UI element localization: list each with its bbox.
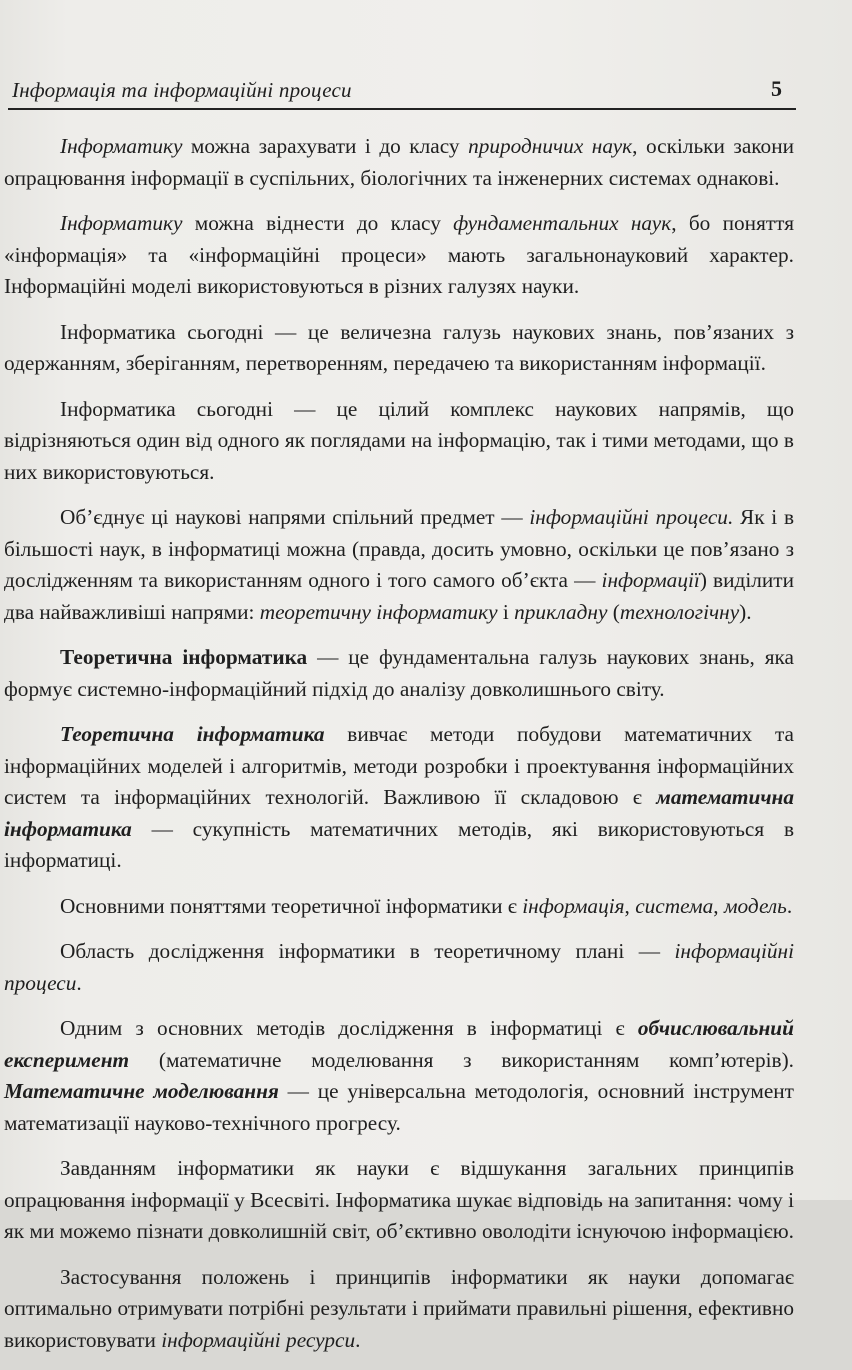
paragraph [4,394,794,489]
emphasized-term: Інформатику [60,134,183,158]
text-run: , [624,893,636,918]
emphasized-term: інформації [601,568,700,592]
text-run: Об’єднує ці наукові напрями спільний предмет — [60,505,530,529]
paragraph [4,502,794,628]
paragraph [4,1262,794,1357]
text-run: ). [739,599,752,624]
emphasized-term: інформаційні процеси [4,939,794,995]
emphasized-term: Теоретична інформатика [60,722,325,746]
emphasized-term: Теоретична інформатика [60,645,308,669]
paragraph [4,1153,794,1248]
emphasized-term: Математичне моделювання [4,1079,279,1103]
text-run: . [786,893,793,918]
paragraph [4,317,794,380]
text-run: можна віднести до класу [182,211,454,235]
text-run: ) виділити два найважливіші напрями: [4,568,794,624]
page-number: 5 [771,76,782,101]
paragraph [4,208,794,303]
text-run: , [713,893,724,918]
paragraph [4,891,794,923]
emphasized-term: прикладну [514,599,608,624]
emphasized-term: технологічну [619,599,740,624]
text-run: Завданням інформатики як науки є відшукання загальних принципів опрацювання інформації у Всесвіті. Інформатика шукає відповідь на запитання: чому і як ми можемо пізнати довколишній світ, об’єктивно оволодіти існуючою інформацією. [4,1156,795,1243]
paragraph [4,719,794,877]
emphasized-term: інформаційні процеси. [529,505,734,529]
paragraph [4,131,794,194]
text-run: вивчає методи побудови математичних та інформаційних моделей і алгоритмів, методи розробки і проектування інформаційних систем та інформаційних технологій. Важливою її складовою є [4,722,795,809]
emphasized-term: система [635,893,714,918]
text-run: можна зарахувати і до класу [182,134,469,158]
text-run: Область дослідження інформатики в теоретичному плані — [60,939,675,963]
text-run: Основними поняттями теоретичної інформатики є [60,893,523,918]
emphasized-term: інформаційні ресурси [161,1327,356,1352]
text-run: Як і в більшості наук, в інформатиці можна (правда, досить умовно, оскільки це пов’язано з дослідженням та використанням одного і того самого об’єкта — [4,505,794,592]
paragraph [4,642,794,705]
text-run: . [355,1327,361,1352]
running-header [8,74,796,110]
emphasized-term: природничих наук [468,134,633,158]
text-run: — це фундаментальна галузь наукових знань, яка формує системно-інформаційний підхід до аналізу довколишнього світу. [4,645,794,701]
text-run: (математичне моделювання з використанням комп’ютерів). [129,1047,794,1072]
text-run: , оскільки закони опрацювання інформації в суспільних, біологічних та інженерних системах однакові. [4,134,794,190]
paragraph [4,1013,794,1139]
emphasized-term: математична інформатика [4,785,794,841]
text-run: і [497,599,515,624]
emphasized-term: обчислювальний експеримент [4,1016,794,1072]
text-run: — сукупність математичних методів, які використовуються в інформатиці. [4,816,794,872]
text-run: Інформатика сьогодні — це цілий комплекс наукових напрямів, що відрізняються один від одного як поглядами на інформацію, так і тими методами, що в них використовуються. [4,396,794,484]
emphasized-term: Інформатику [60,211,183,235]
paragraph [4,936,794,999]
body-text [4,131,794,1370]
text-run: Застосування положень і принципів інформатики як науки допомагає оптимально отримувати потрібні результати і приймати правильні рішення, ефективно використовувати [4,1264,794,1352]
running-header-title: Інформація та інформаційні процеси [12,78,352,102]
text-run: . [76,970,82,995]
emphasized-term: модель [723,893,787,918]
text-run: , бо поняття «інформація» та «інформаційні процеси» мають загальнонауковий характер. Інформаційні моделі використовуються в різних галузях науки. [4,211,794,298]
emphasized-term: теоретичну інформатику [259,599,498,624]
emphasized-term: фундаментальних наук [453,211,672,235]
emphasized-term: інформація [522,893,625,918]
text-run: ( [607,599,620,624]
text-run: Інформатика сьогодні — це величезна галузь наукових знань, пов’язаних з одержанням, зберіганням, перетворенням, передачею та використанням інформації. [4,319,794,375]
text-run: Одним з основних методів дослідження в інформатиці є [60,1016,638,1040]
text-run: — це універсальна методологія, основний інструмент математизації науково-технічного прогресу. [4,1079,794,1135]
